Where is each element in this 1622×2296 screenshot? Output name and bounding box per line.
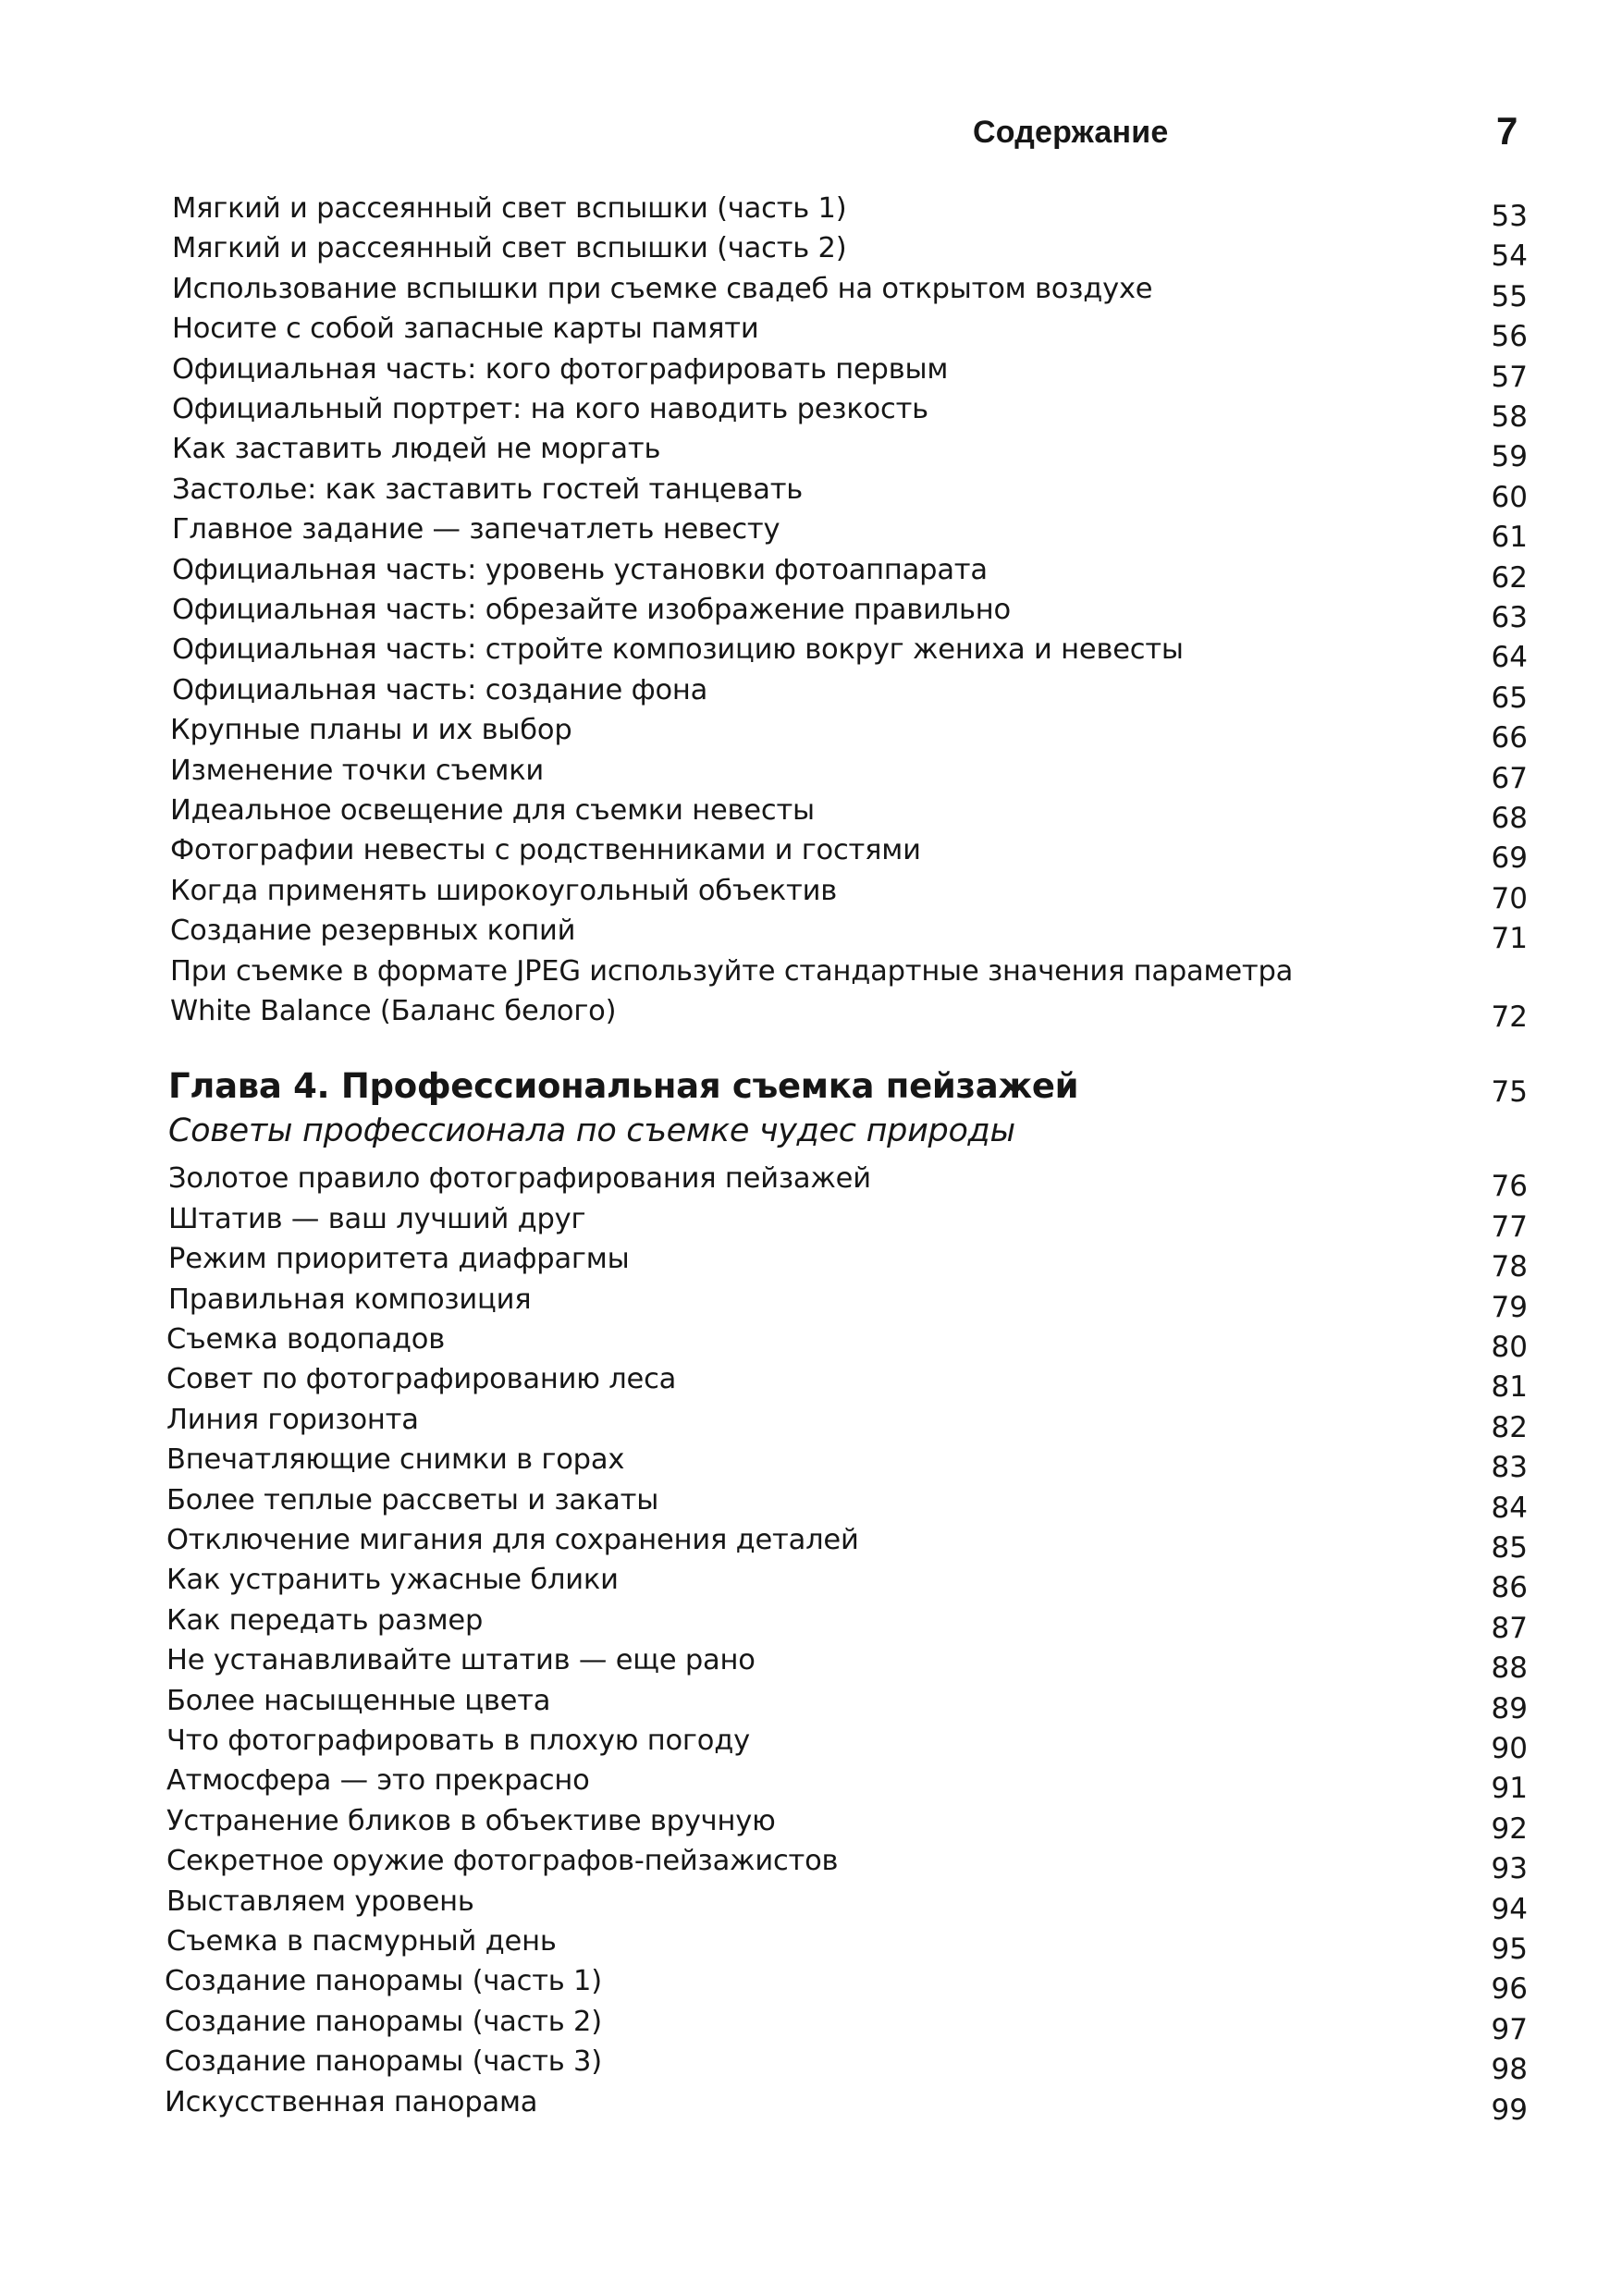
toc-entry-page: 65 bbox=[1491, 681, 1528, 715]
toc-entry-title: Официальная часть: обрезайте изображение правильно bbox=[172, 594, 1011, 626]
toc-entry-page: 89 bbox=[1491, 1691, 1528, 1725]
toc-entry-title: Идеальное освещение для съемки невесты bbox=[170, 794, 815, 827]
toc-entry-title: Изменение точки съемки bbox=[170, 754, 545, 787]
toc-entry-page: 71 bbox=[1491, 922, 1528, 956]
toc-entry-title: Создание панорамы (часть 2) bbox=[165, 2005, 602, 2038]
toc-entry-page: 58 bbox=[1491, 400, 1528, 434]
toc-entry-title: Фотографии невесты с родственниками и гостями bbox=[170, 834, 921, 867]
toc-entry-page: 70 bbox=[1491, 881, 1528, 915]
toc-entry-title: Что фотографировать в плохую погоду bbox=[166, 1725, 750, 1757]
toc-entry-page: 94 bbox=[1491, 1892, 1528, 1926]
toc-entry-page: 69 bbox=[1491, 841, 1528, 876]
toc-entry-page: 61 bbox=[1491, 521, 1528, 555]
toc-entry-title: Официальная часть: уровень установки фотоаппарата bbox=[172, 553, 988, 586]
toc-entry-title: Атмосфера — это прекрасно bbox=[166, 1764, 590, 1798]
toc-entry-title: Главное задание — запечатлеть невесту bbox=[172, 513, 780, 546]
toc-entry-page: 80 bbox=[1491, 1331, 1528, 1364]
toc-entry-title: Использование вспышки при съемке свадеб на открытом воздухе bbox=[172, 272, 1153, 305]
toc-entry-page: 90 bbox=[1491, 1732, 1528, 1765]
toc-entry-page: 57 bbox=[1491, 360, 1528, 394]
toc-entry-title: Официальная часть: создание фона bbox=[172, 673, 708, 706]
toc-entry-title: Впечатляющие снимки в горах bbox=[166, 1443, 625, 1477]
page-number: 7 bbox=[1496, 109, 1518, 153]
toc-entry-title: Отключение мигания для сохранения деталей bbox=[166, 1524, 859, 1556]
toc-entry-page: 59 bbox=[1491, 440, 1528, 474]
toc-entry-title-line1: При съемке в формате JPEG используйте стандартные значения параметра bbox=[170, 954, 1294, 988]
toc-entry-title: Мягкий и рассеянный свет вспышки (часть 2) bbox=[172, 232, 847, 265]
toc-entry-page: 97 bbox=[1491, 2012, 1528, 2046]
toc-entry-page: 76 bbox=[1491, 1170, 1528, 1204]
toc-entry-page: 96 bbox=[1491, 1972, 1528, 2007]
toc-entry-page: 99 bbox=[1491, 2093, 1528, 2127]
toc-entry-title: Режим приоритета диафрагмы bbox=[168, 1243, 630, 1276]
toc-entry-title: Крупные планы и их выбор bbox=[170, 714, 572, 747]
toc-entry-page: 93 bbox=[1491, 1852, 1528, 1886]
toc-entry-page: 98 bbox=[1491, 2053, 1528, 2087]
toc-entry-page: 95 bbox=[1491, 1933, 1528, 1966]
toc-entry-page: 62 bbox=[1491, 560, 1528, 595]
toc-entry-title: Создание панорамы (часть 1) bbox=[165, 1965, 602, 1998]
toc-entry-title: Как передать размер bbox=[166, 1603, 484, 1637]
toc-entry-title: Съемка водопадов bbox=[166, 1323, 445, 1356]
toc-entry-title: Искусственная панорама bbox=[165, 2085, 538, 2118]
toc-entry-title: Не устанавливайте штатив — еще рано bbox=[166, 1644, 756, 1677]
toc-entry-page: 72 bbox=[1491, 1001, 1528, 1034]
toc-entry-page: 63 bbox=[1491, 601, 1528, 634]
chapter-subtitle: Советы профессионала по съемке чудес природы bbox=[168, 1112, 1015, 1150]
toc-entry-page: 79 bbox=[1491, 1290, 1528, 1324]
toc-entry-title: Официальный портрет: на кого наводить резкость bbox=[172, 393, 928, 425]
toc-entry-title: Носите с собой запасные карты памяти bbox=[172, 313, 759, 346]
toc-entry-title: Выставляем уровень bbox=[166, 1885, 474, 1918]
toc-entry-page: 83 bbox=[1491, 1451, 1528, 1485]
toc-entry-title: Мягкий и рассеянный свет вспышки (часть 1) bbox=[172, 192, 847, 225]
toc-entry-title: Правильная композиция bbox=[168, 1283, 532, 1316]
toc-entry-title: Съемка в пасмурный день bbox=[166, 1925, 557, 1958]
toc-entry-page: 55 bbox=[1491, 279, 1528, 313]
chapter-page: 75 bbox=[1491, 1075, 1528, 1110]
toc-entry-page: 77 bbox=[1491, 1209, 1528, 1244]
toc-entry-page: 67 bbox=[1491, 761, 1528, 795]
running-title: Содержание bbox=[973, 115, 1169, 150]
toc-entry-page: 84 bbox=[1491, 1491, 1528, 1525]
toc-entry-title: Секретное оружие фотографов-пейзажистов bbox=[166, 1845, 839, 1878]
toc-entry-page: 53 bbox=[1491, 200, 1528, 233]
toc-entry-title: Штатив — ваш лучший друг bbox=[168, 1202, 586, 1235]
toc-entry-title: Как заставить людей не моргать bbox=[172, 433, 661, 466]
toc-entry-title: Совет по фотографированию леса bbox=[166, 1363, 677, 1396]
toc-entry-page: 86 bbox=[1491, 1571, 1528, 1605]
toc-entry-title: Официальная часть: стройте композицию вокруг жениха и невесты bbox=[172, 633, 1184, 667]
toc-entry-title: Как устранить ужасные блики bbox=[166, 1564, 619, 1597]
toc-entry-title: Застолье: как заставить гостей танцевать bbox=[172, 473, 804, 506]
toc-entry-title: Линия горизонта bbox=[166, 1403, 419, 1436]
toc-entry-title: Устранение бликов в объективе вручную bbox=[166, 1804, 776, 1837]
toc-entry-title: Когда применять широкоугольный объектив bbox=[170, 874, 837, 907]
toc-entry-page: 66 bbox=[1491, 721, 1528, 755]
toc-entry-page: 81 bbox=[1491, 1370, 1528, 1405]
toc-entry-page: 68 bbox=[1491, 802, 1528, 835]
toc-entry-title: Более теплые рассветы и закаты bbox=[166, 1483, 659, 1516]
toc-entry-title: Более насыщенные цвета bbox=[166, 1684, 551, 1717]
chapter-title: Глава 4. Профессиональная съемка пейзажей bbox=[168, 1066, 1079, 1107]
toc-entry-page: 87 bbox=[1491, 1611, 1528, 1645]
toc-entry-page: 85 bbox=[1491, 1531, 1528, 1565]
toc-entry-title: Создание резервных копий bbox=[170, 915, 576, 948]
toc-entry-page: 60 bbox=[1491, 480, 1528, 514]
toc-entry-page: 91 bbox=[1491, 1772, 1528, 1806]
toc-entry-page: 56 bbox=[1491, 320, 1528, 354]
toc-entry-title: Создание панорамы (часть 3) bbox=[165, 2045, 602, 2079]
toc-entry-page: 82 bbox=[1491, 1410, 1528, 1444]
toc-entry-page: 88 bbox=[1491, 1651, 1528, 1686]
toc-entry-title: Золотое правило фотографирования пейзажей bbox=[168, 1162, 871, 1196]
toc-entry-page: 54 bbox=[1491, 239, 1528, 274]
toc-entry-title-line2: White Balance (Баланс белого) bbox=[170, 995, 617, 1027]
toc-entry-page: 64 bbox=[1491, 641, 1528, 675]
toc-entry-page: 78 bbox=[1491, 1250, 1528, 1284]
toc-entry-title: Официальная часть: кого фотографировать первым bbox=[172, 352, 949, 386]
toc-entry-page: 92 bbox=[1491, 1811, 1528, 1846]
